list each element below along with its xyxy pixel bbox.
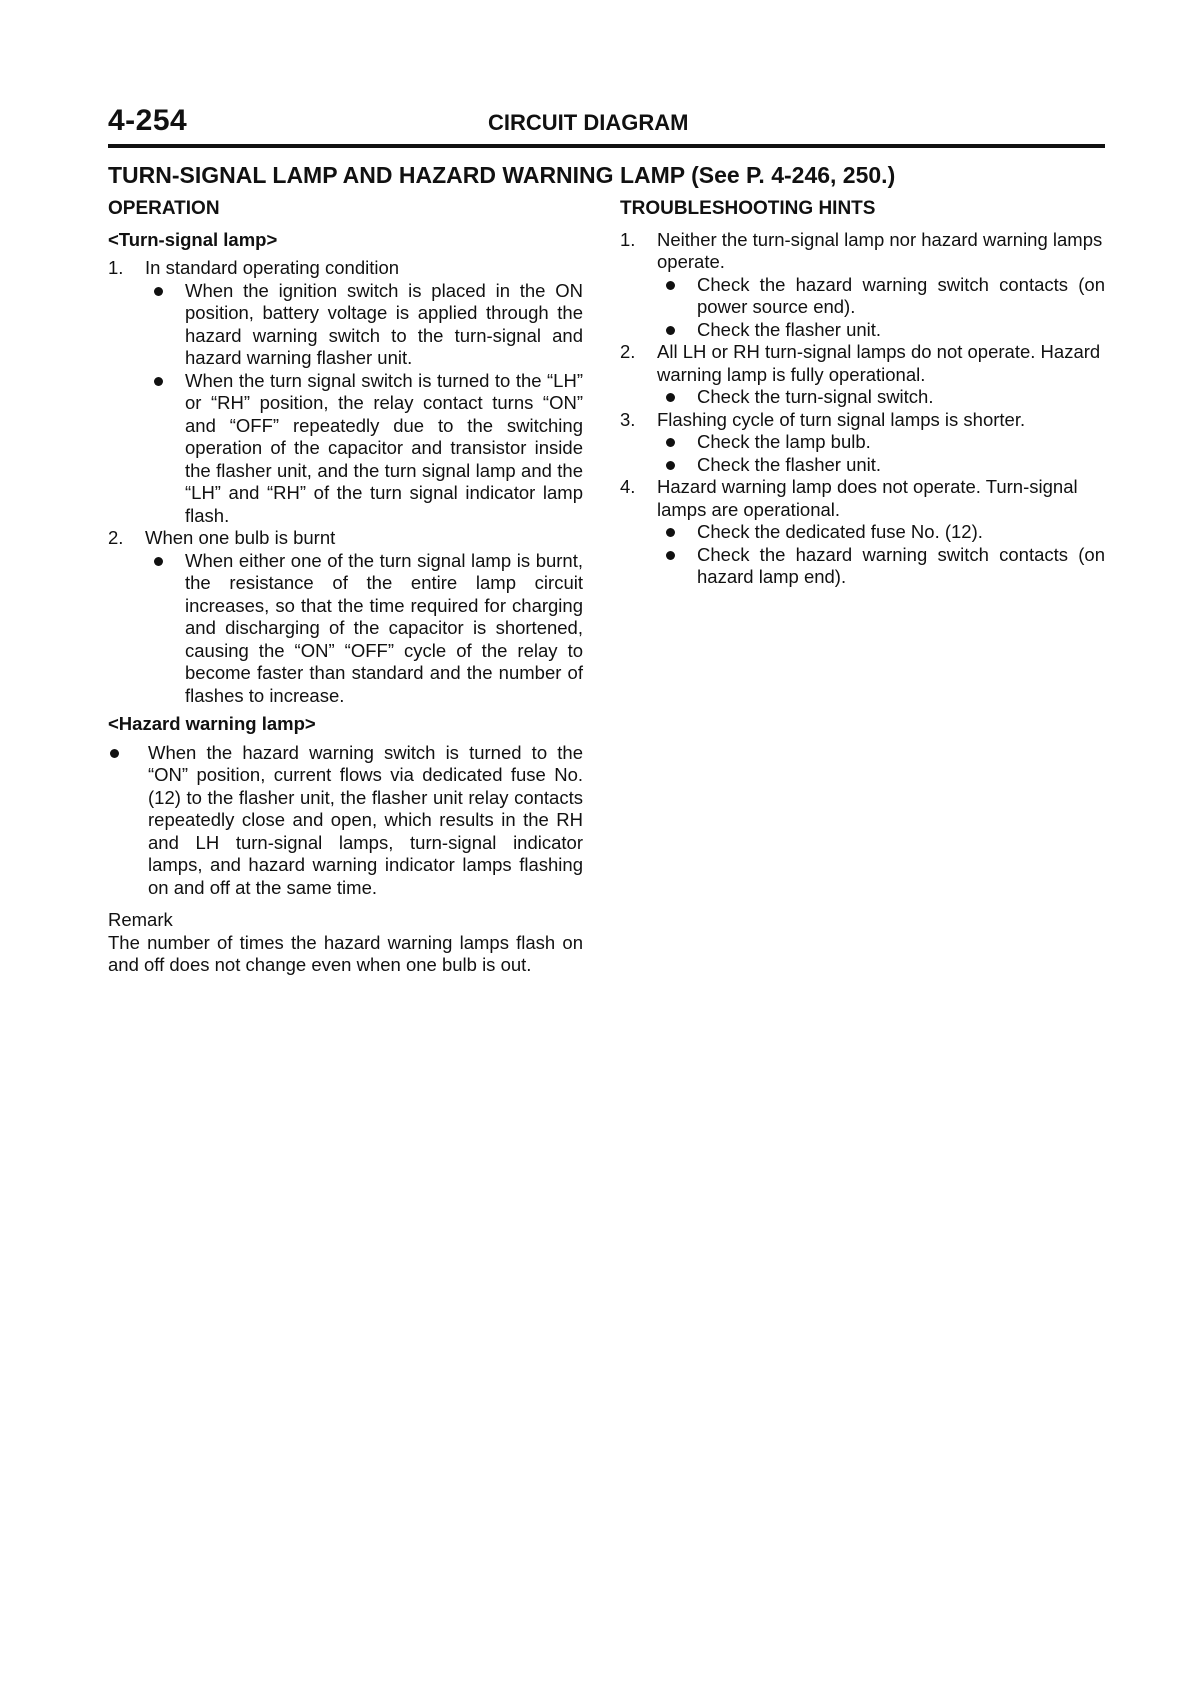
troubleshooting-item	[620, 341, 1105, 409]
item-text: Hazard warning lamp does not operate. Turn-signal lamps are operational.	[657, 476, 1078, 520]
bullet-text: When the turn signal switch is turned to the “LH” or “RH” position, the relay contact turns “ON” and “OFF” repeatedly due to the switching operation of the capacitor and transistor inside the flasher unit, and the turn signal lamp and the “LH” and “RH” of the turn signal indicator lamp flash.	[185, 369, 583, 526]
troubleshooting-item	[620, 229, 1105, 342]
bullet-item	[108, 742, 583, 900]
item-text: Neither the turn-signal lamp nor hazard warning lamps operate.	[657, 228, 1103, 272]
remark-label: Remark	[108, 909, 173, 930]
section-title: CIRCUIT DIAGRAM	[488, 110, 689, 135]
bullet-text: Check the flasher unit.	[697, 453, 882, 475]
page-title: TURN-SIGNAL LAMP AND HAZARD WARNING LAMP (See P. 4-246, 250.)	[108, 162, 896, 188]
bullet-item	[657, 319, 1105, 342]
item-text: When one bulb is burnt	[145, 527, 336, 548]
bullet-icon	[110, 749, 119, 758]
troubleshooting-item	[620, 476, 1105, 589]
bullet-item	[657, 274, 1105, 319]
bullet-item	[145, 370, 583, 528]
bullet-item	[657, 431, 1105, 454]
operation-item	[108, 257, 583, 527]
operation-heading: OPERATION	[108, 198, 220, 219]
bullet-item	[657, 544, 1105, 589]
bullet-icon	[666, 438, 675, 447]
bullet-item	[657, 454, 1105, 477]
remark-text: The number of times the hazard warning lamps flash on and off does not change even when one bulb is out.	[108, 931, 583, 975]
bullet-icon	[666, 326, 675, 335]
bullet-icon	[666, 551, 675, 560]
troubleshooting-heading: TROUBLESHOOTING HINTS	[620, 198, 876, 219]
bullet-text: Check the dedicated fuse No. (12).	[697, 521, 983, 542]
troubleshooting-column	[620, 198, 1105, 589]
bullet-item	[145, 280, 583, 370]
bullet-text: When the ignition switch is placed in the ON position, battery voltage is applied through the hazard warning switch to the turn-signal and hazard warning flasher unit.	[185, 279, 583, 368]
bullet-icon	[154, 557, 163, 566]
page-number: 4-254	[108, 104, 188, 137]
bullet-icon	[154, 287, 163, 296]
bullet-item	[657, 386, 1105, 409]
item-number: 3.	[620, 408, 636, 430]
bullet-text: When the hazard warning switch is turned to the “ON” position, current flows via dedicated fuse No. (12) to the flasher unit, the flasher unit relay contacts repeatedly close and open, which results in the RH and LH turn-signal lamps, turn-signal indicator lamps, and hazard warning indicator lamps flashing on and off at the same time.	[148, 741, 583, 898]
turn-signal-heading: <Turn-signal lamp>	[108, 228, 278, 250]
bullet-item	[145, 550, 583, 708]
item-number: 4.	[620, 476, 636, 497]
bullet-icon	[666, 528, 675, 537]
item-text: Flashing cycle of turn signal lamps is shorter.	[657, 408, 1026, 430]
page-header	[108, 104, 1105, 148]
bullet-icon	[666, 393, 675, 402]
item-number: 1.	[620, 228, 636, 250]
bullet-item	[657, 521, 1105, 544]
bullet-text: Check the hazard warning switch contacts (on power source end).	[697, 273, 1105, 317]
bullet-icon	[666, 281, 675, 290]
troubleshooting-item	[620, 409, 1105, 477]
hazard-heading: <Hazard warning lamp>	[108, 713, 316, 734]
item-text: In standard operating condition	[145, 257, 400, 278]
bullet-text: When either one of the turn signal lamp is burnt, the resistance of the entire lamp circuit increases, so that the time required for charging and discharging of the capacitor is shortened, causing the “ON” “OFF” cycle of the relay to become faster than standard and the number of flashes to increase.	[185, 549, 583, 706]
bullet-text: Check the hazard warning switch contacts (on hazard lamp end).	[697, 543, 1105, 587]
bullet-text: Check the turn-signal switch.	[697, 386, 934, 407]
bullet-icon	[154, 377, 163, 386]
item-text: All LH or RH turn-signal lamps do not operate. Hazard warning lamp is fully operational.	[657, 341, 1101, 385]
bullet-icon	[666, 461, 675, 470]
bullet-text: Check the lamp bulb.	[697, 431, 871, 452]
operation-item	[108, 527, 583, 707]
bullet-text: Check the flasher unit.	[697, 318, 882, 340]
operation-column	[108, 198, 583, 977]
item-number: 1.	[108, 257, 124, 278]
item-number: 2.	[620, 341, 636, 362]
item-number: 2.	[108, 527, 124, 548]
